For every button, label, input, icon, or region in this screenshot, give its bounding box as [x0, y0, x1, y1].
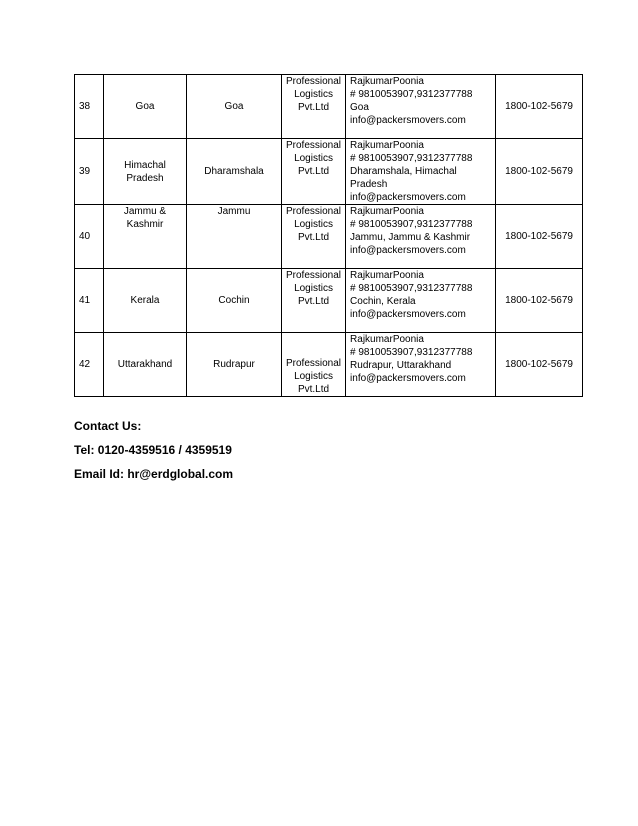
company-cell — [282, 269, 346, 333]
city-cell: Cochin — [187, 269, 282, 333]
city-cell: Dharamshala — [187, 139, 282, 205]
company-line: Professional — [286, 270, 342, 281]
contact-numbers: # 9810053907,9312377788 — [350, 89, 473, 100]
company-line: Professional — [286, 206, 342, 217]
contact-location: Goa — [350, 102, 369, 113]
state-cell: Goa — [104, 75, 187, 139]
company-line: Pvt.Ltd — [297, 232, 330, 243]
city-cell: Rudrapur — [187, 333, 282, 397]
company-cell — [282, 205, 346, 269]
table-row — [75, 205, 583, 269]
contact-location: Rudrapur, Uttarakhand — [350, 360, 452, 371]
contact-tel: Tel: 0120-4359516 / 4359519 — [74, 443, 232, 457]
contact-cell — [346, 333, 496, 397]
contact-name: RajkumarPoonia — [350, 140, 424, 151]
contact-cell — [346, 139, 496, 205]
state-cell — [104, 205, 187, 269]
contact-location: Cochin, Kerala — [350, 296, 416, 307]
row-number: 38 — [75, 75, 104, 139]
state-line: Kashmir — [126, 219, 164, 230]
table-row — [75, 269, 583, 333]
row-number: 41 — [75, 269, 104, 333]
company-line: Logistics — [294, 153, 333, 164]
row-number: 42 — [75, 333, 104, 397]
contact-cell — [346, 269, 496, 333]
company-line: Logistics — [294, 89, 333, 100]
company-line: Professional — [286, 76, 342, 87]
table-row — [75, 333, 583, 397]
company-cell — [282, 139, 346, 205]
phone-cell: 1800-102-5679 — [496, 75, 583, 139]
contact-email: info@packersmovers.com — [350, 373, 466, 384]
contact-numbers: # 9810053907,9312377788 — [350, 283, 473, 294]
company-line: Logistics — [294, 283, 333, 294]
company-cell — [282, 75, 346, 139]
contact-email: info@packersmovers.com — [350, 115, 466, 126]
table-row — [75, 139, 583, 205]
contact-email: info@packersmovers.com — [350, 245, 466, 256]
company-line: Professional — [286, 140, 342, 151]
phone-cell: 1800-102-5679 — [496, 333, 583, 397]
phone-cell: 1800-102-5679 — [496, 139, 583, 205]
contact-location: Jammu, Jammu & Kashmir — [350, 232, 471, 243]
contact-email-address: Email Id: hr@erdglobal.com — [74, 467, 234, 481]
state-cell: Kerala — [104, 269, 187, 333]
city-cell: Goa — [187, 75, 282, 139]
state-line: Pradesh — [126, 172, 164, 184]
contact-location: Dharamshala, Himachal Pradesh — [350, 166, 457, 190]
company-line: Pvt.Ltd — [297, 296, 330, 307]
contact-name: RajkumarPoonia — [350, 334, 424, 345]
contact-email: info@packersmovers.com — [350, 309, 466, 320]
contact-numbers: # 9810053907,9312377788 — [350, 347, 473, 358]
company-line: Professional — [286, 358, 342, 369]
phone-cell: 1800-102-5679 — [496, 269, 583, 333]
branch-table — [74, 74, 583, 397]
contact-cell — [346, 75, 496, 139]
contact-heading: Contact Us: — [74, 419, 142, 433]
contact-section — [74, 418, 233, 490]
contact-name: RajkumarPoonia — [350, 206, 424, 217]
state-cell: Uttarakhand — [104, 333, 187, 397]
contact-numbers: # 9810053907,9312377788 — [350, 153, 473, 164]
contact-email: info@packersmovers.com — [350, 192, 466, 203]
company-line: Logistics — [294, 371, 333, 382]
contact-name: RajkumarPoonia — [350, 270, 424, 281]
table-row — [75, 75, 583, 139]
company-line: Pvt.Ltd — [297, 384, 330, 395]
row-number: 39 — [75, 139, 104, 205]
city-cell: Jammu — [187, 205, 282, 269]
company-line: Pvt.Ltd — [297, 102, 330, 113]
company-cell — [282, 333, 346, 397]
row-number: 40 — [75, 205, 104, 269]
phone-cell: 1800-102-5679 — [496, 205, 583, 269]
contact-name: RajkumarPoonia — [350, 76, 424, 87]
state-line: Jammu & — [123, 206, 167, 217]
state-cell — [104, 139, 187, 205]
company-line: Logistics — [294, 219, 333, 230]
state-line: Himachal — [124, 159, 166, 171]
contact-cell — [346, 205, 496, 269]
company-line: Pvt.Ltd — [297, 166, 330, 177]
contact-numbers: # 9810053907,9312377788 — [350, 219, 473, 230]
